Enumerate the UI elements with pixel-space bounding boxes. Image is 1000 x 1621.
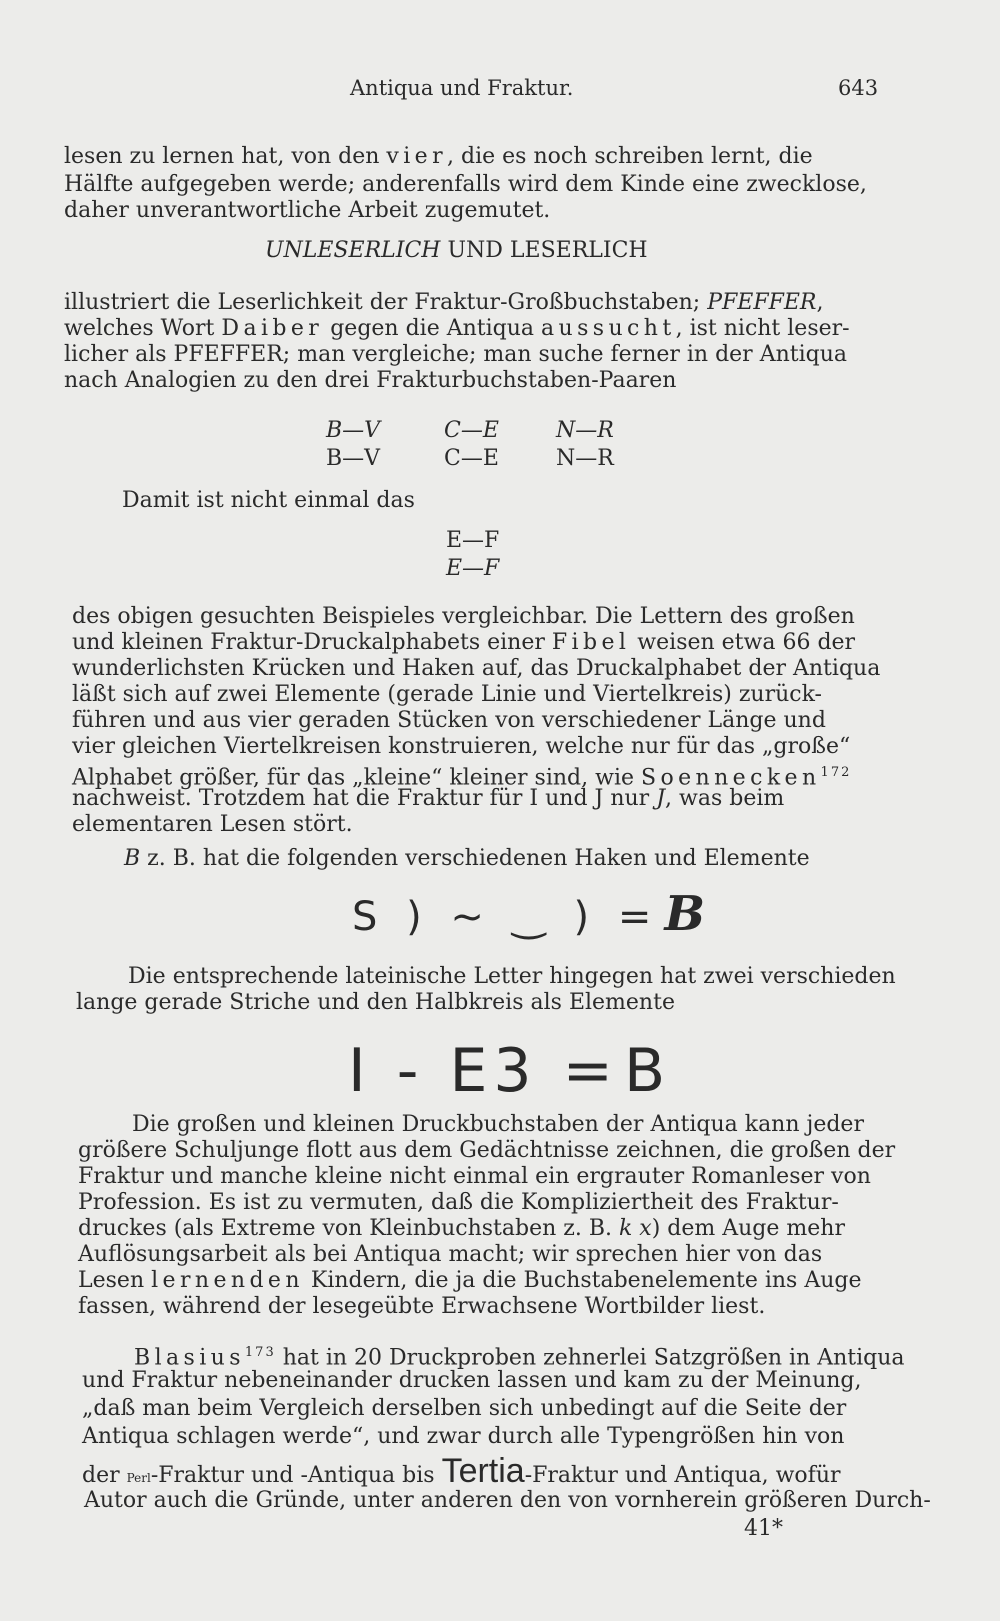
frak-pair-2: C—E bbox=[444, 418, 499, 443]
p7-line-2: und Fraktur nebeneinander drucken lassen und kam zu der Meinung, bbox=[82, 1368, 862, 1393]
p3-line-9: elementaren Lesen stört. bbox=[72, 812, 353, 837]
fraktur-b-result: B bbox=[664, 886, 706, 942]
p3-line-3: wunderlichsten Krücken und Haken auf, das Druckalphabet der Antiqua bbox=[72, 656, 881, 681]
p7-line-5: der Perl-Fraktur und -Antiqua bis Tertia-Fraktur und Antiqua, wofür bbox=[82, 1452, 841, 1490]
p3-line-8: nachweist. Trotzdem hat die Fraktur für I und J nur J, was beim bbox=[72, 786, 785, 811]
p2-line-2: welches Wort Daiber gegen die Antiqua aussucht, ist nicht leser- bbox=[64, 316, 850, 341]
antiqua-pair-1: B—V bbox=[326, 446, 381, 471]
frak-pair-1: B—V bbox=[326, 418, 381, 443]
p4-line: B z. B. hat die folgenden verschiedenen Haken und Elemente bbox=[124, 846, 810, 871]
p1-line-3: daher unverantwortliche Arbeit zugemutet. bbox=[64, 198, 551, 223]
p6-line-6: Auflösungsarbeit als bei Antiqua macht; wir sprechen hier von das bbox=[78, 1242, 823, 1267]
p2-line-3: licher als PFEFFER; man vergleiche; man suche ferner in der Antiqua bbox=[64, 342, 847, 367]
running-title: Antiqua und Fraktur. bbox=[350, 76, 574, 100]
p5-line-1: Die entsprechende lateinische Letter hingegen hat zwei verschieden bbox=[128, 964, 896, 989]
p3-line-5: führen und aus vier geraden Stücken von verschiedener Länge und bbox=[72, 708, 826, 733]
page-number: 643 bbox=[838, 76, 879, 100]
fraktur-b-elements-figure bbox=[352, 886, 705, 942]
p6-line-3: Fraktur und manche kleine nicht einmal ein ergrauter Romanleser von bbox=[78, 1164, 871, 1189]
p3-line-4: läßt sich auf zwei Elemente (gerade Linie und Viertelkreis) zurück- bbox=[72, 682, 822, 707]
p6-line-4: Profession. Es ist zu vermuten, daß die Kompliziertheit des Fraktur- bbox=[78, 1190, 839, 1215]
p7-line-4: Antiqua schlagen werde“, und zwar durch alle Typengrößen hin von bbox=[82, 1424, 845, 1449]
p3-line-7: Alphabet größer, für das „kleine“ kleiner sind, wie Soennecken$^{172}$ bbox=[72, 765, 852, 791]
antiqua-pair-2: C—E bbox=[444, 446, 499, 471]
latin-b-elements-figure bbox=[348, 1036, 665, 1106]
p3-line-1: des obigen gesuchten Beispieles vergleichbar. Die Lettern des großen bbox=[72, 604, 855, 629]
p7-line-3: „daß man beim Vergleich derselben sich unbedingt auf die Seite der bbox=[82, 1396, 847, 1421]
p6-line-7: Lesen lernenden Kindern, die ja die Buchstabenelemente ins Auge bbox=[78, 1268, 862, 1293]
p6-line-5: druckes (als Extreme von Kleinbuchstaben z. B. k x) dem Auge mehr bbox=[78, 1216, 845, 1241]
latin-stroke-elements: I - E3 = bbox=[348, 1036, 619, 1106]
p6-line-8: fassen, während der lesegeübte Erwachsene Wortbilder liest. bbox=[78, 1294, 766, 1319]
frak-ef-pair: E—F bbox=[446, 556, 500, 581]
p2-line-4: nach Analogien zu den drei Frakturbuchstaben-Paaren bbox=[64, 368, 677, 393]
p1-line-1: lesen zu lernen hat, von den vier, die es noch schreiben lernt, die bbox=[64, 144, 813, 169]
p3-line-6: vier gleichen Viertelkreisen konstruieren, welche nur für das „große“ bbox=[72, 734, 851, 759]
frak-pair-3: N—R bbox=[556, 418, 614, 443]
antiqua-pair-3: N—R bbox=[556, 446, 614, 471]
antiqua-ef-pair: E—F bbox=[446, 528, 500, 553]
fraktur-stroke-elements: S ) ~ ‿ ) = bbox=[352, 894, 660, 940]
damit-line: Damit ist nicht einmal das bbox=[122, 488, 415, 513]
p7-line-1: Blasius$^{173}$ hat in 20 Druckproben zehnerlei Satzgrößen in Antiqua bbox=[134, 1345, 905, 1371]
p1-line-2: Hälfte aufgegeben werde; anderenfalls wird dem Kinde eine zwecklose, bbox=[64, 172, 867, 197]
p6-line-2: größere Schuljunge flott aus dem Gedächtnisse zeichnen, die großen der bbox=[78, 1138, 896, 1163]
latin-b-result: B bbox=[624, 1036, 666, 1106]
p7-line-6: Autor auch die Gründe, unter anderen den von vornherein größeren Durch- bbox=[84, 1488, 931, 1513]
p5-line-2: lange gerade Striche und den Halbkreis als Elemente bbox=[76, 990, 675, 1015]
signature-mark: 41* bbox=[744, 1516, 783, 1541]
fraktur-antiqua-heading: UNLESERLICH UND LESERLICH bbox=[265, 238, 648, 263]
p2-line-1: illustriert die Leserlichkeit der Fraktur-Großbuchstaben; PFEFFER, bbox=[64, 290, 824, 315]
p6-line-1: Die großen und kleinen Druckbuchstaben der Antiqua kann jeder bbox=[132, 1112, 864, 1137]
p3-line-2: und kleinen Fraktur-Druckalphabets einer Fibel weisen etwa 66 der bbox=[72, 630, 856, 655]
